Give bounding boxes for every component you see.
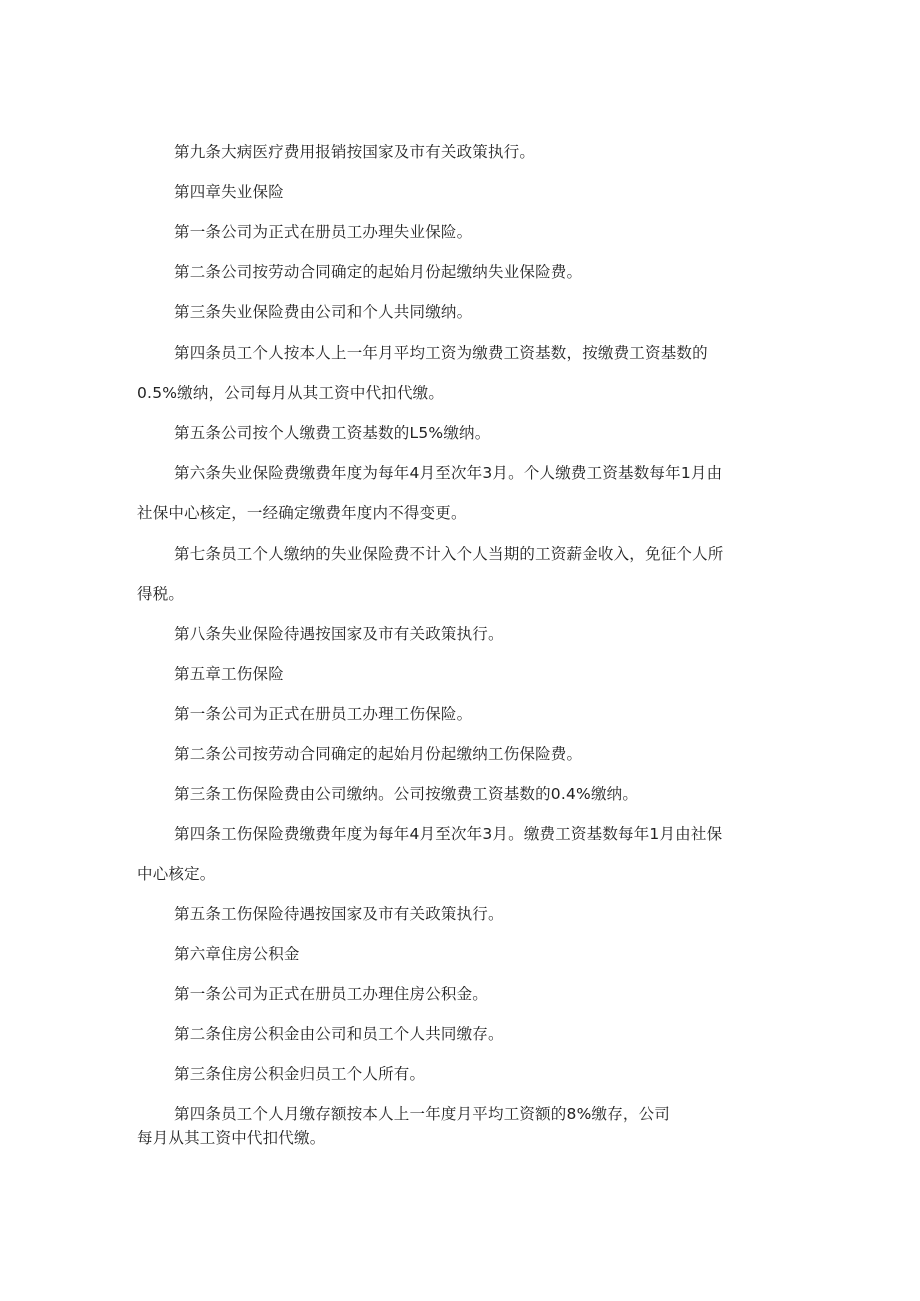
ch4-article-8: 第八条失业保险待遇按国家及市有关政策执行。 <box>174 625 504 643</box>
ch6-article-2: 第二条住房公积金由公司和员工个人共同缴存。 <box>174 1025 504 1043</box>
ch6-article-4-line-1: 第四条员工个人月缴存额按本人上一年度月平均工资额的8%缴存，公司 <box>174 1105 670 1123</box>
ch4-article-7-line-1: 第七条员工个人缴纳的失业保险费不计入个人当期的工资薪金收入，免征个人所 <box>174 545 724 563</box>
ch6-article-4-line-2: 每月从其工资中代扣代缴。 <box>137 1129 326 1147</box>
chapter-6-heading: 第六章住房公积金 <box>174 945 300 963</box>
ch5-article-5: 第五条工伤保险待遇按国家及市有关政策执行。 <box>174 905 504 923</box>
ch6-article-3: 第三条住房公积金归员工个人所有。 <box>174 1065 426 1083</box>
ch4-article-6-line-1: 第六条失业保险费缴费年度为每年4月至次年3月。个人缴费工资基数每年1月由 <box>174 464 723 482</box>
ch4-article-1: 第一条公司为正式在册员工办理失业保险。 <box>174 223 473 241</box>
ch5-article-2: 第二条公司按劳动合同确定的起始月份起缴纳工伤保险费。 <box>174 745 583 763</box>
chapter-5-heading: 第五章工伤保险 <box>174 665 284 683</box>
ch4-article-5: 第五条公司按个人缴费工资基数的L5%缴纳。 <box>174 424 491 442</box>
ch4-article-2: 第二条公司按劳动合同确定的起始月份起缴纳失业保险费。 <box>174 263 583 281</box>
ch5-article-1: 第一条公司为正式在册员工办理工伤保险。 <box>174 705 473 723</box>
ch5-article-4-line-2: 中心核定。 <box>137 865 216 883</box>
ch4-article-7-line-2: 得税。 <box>137 585 185 603</box>
ch4-article-4-line-1: 第四条员工个人按本人上一年月平均工资为缴费工资基数，按缴费工资基数的 <box>174 344 708 362</box>
ch5-article-4-line-1: 第四条工伤保险费缴费年度为每年4月至次年3月。缴费工资基数每年1月由社保 <box>174 825 723 843</box>
ch4-article-4-line-2: 0.5%缴纳，公司每月从其工资中代扣代缴。 <box>137 384 445 402</box>
ch5-article-3: 第三条工伤保险费由公司缴纳。公司按缴费工资基数的0.4%缴纳。 <box>174 785 639 803</box>
ch4-article-3: 第三条失业保险费由公司和个人共同缴纳。 <box>174 303 473 321</box>
article-9-medical: 第九条大病医疗费用报销按国家及市有关政策执行。 <box>174 143 536 161</box>
ch6-article-1: 第一条公司为正式在册员工办理住房公积金。 <box>174 985 489 1003</box>
chapter-4-heading: 第四章失业保险 <box>174 183 284 201</box>
ch4-article-6-line-2: 社保中心核定，一经确定缴费年度内不得变更。 <box>137 504 467 522</box>
